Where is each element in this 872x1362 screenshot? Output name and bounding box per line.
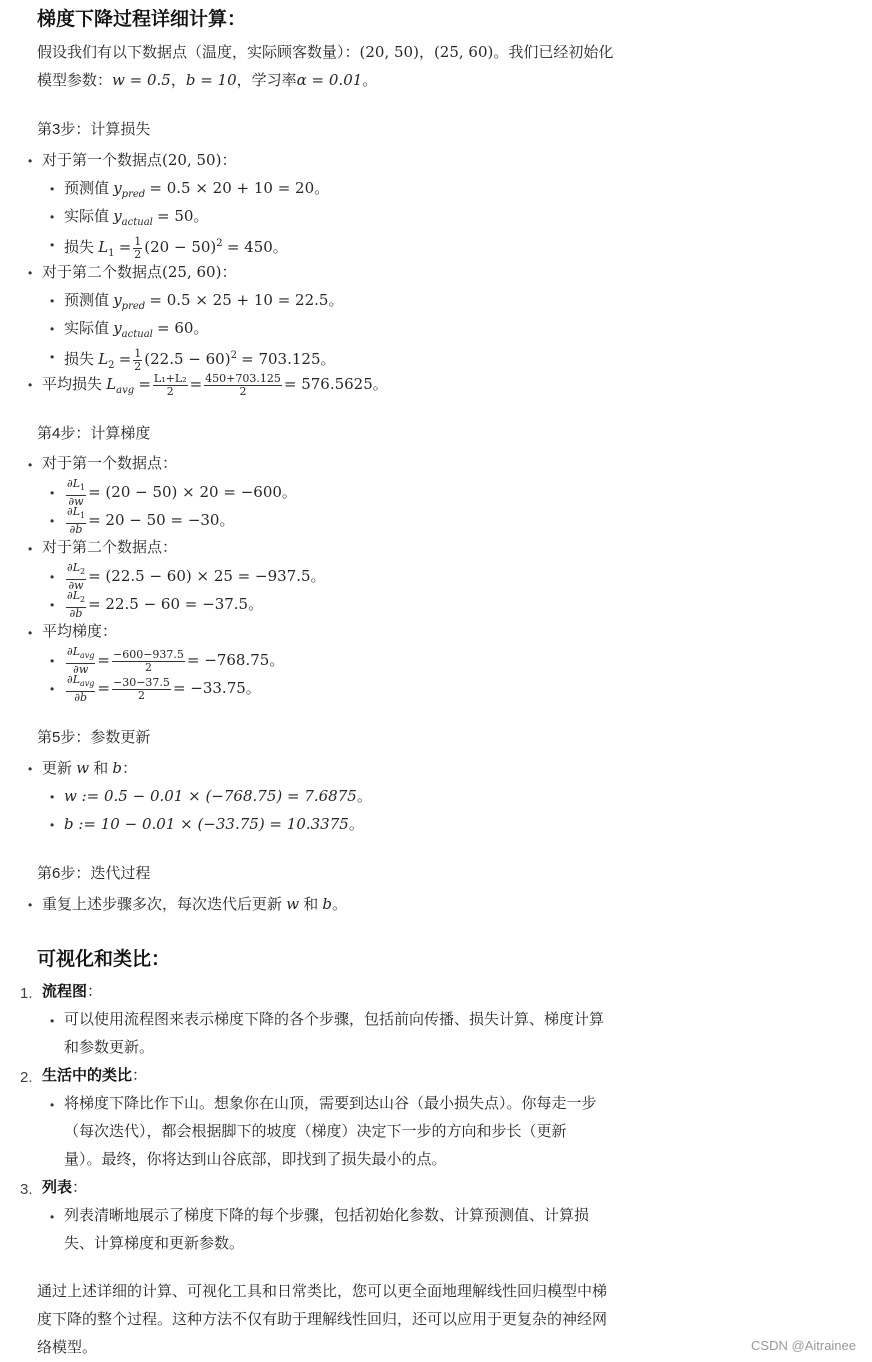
colon: ： xyxy=(72,1179,88,1196)
bullet-icon: • xyxy=(50,1098,55,1112)
period: 。 xyxy=(193,320,209,337)
list-title-analogy: 生活中的类比 xyxy=(42,1067,133,1084)
actual1-eq: = 50 xyxy=(157,207,194,225)
dp2-label: 对于第二个数据点 xyxy=(42,264,163,281)
separator: ， xyxy=(418,44,434,61)
bullet-icon: • xyxy=(50,514,55,528)
data-point-2: (25, 60) xyxy=(433,43,494,61)
y-pred-symbol: $y_{pred}$ xyxy=(113,179,146,200)
period: 。 xyxy=(193,208,209,225)
step4-g2b xyxy=(64,590,263,620)
frac-num: L₁+L₂ xyxy=(153,371,187,385)
conclusion-line: 络模型。 xyxy=(37,1339,98,1356)
step3-dp2 xyxy=(42,258,236,287)
step3-title: 第3步：计算损失 xyxy=(37,121,151,138)
lr-label: ，学习率 xyxy=(236,72,297,89)
update-label: 更新 xyxy=(42,760,73,777)
section-heading-visual: 可视化和类比： xyxy=(37,949,171,970)
period: 。 xyxy=(281,484,297,501)
colon: ： xyxy=(122,760,138,777)
w-init: w = 0.5 xyxy=(112,71,171,89)
frac-num: 1 xyxy=(134,234,142,248)
step3-avg xyxy=(42,370,388,405)
list-line: 列表清晰地展示了梯度下降的每个步骤，包括初始化参数、计算预测值、计算损 xyxy=(64,1207,590,1224)
colon: ： xyxy=(221,264,237,281)
b-init: b = 10 xyxy=(185,71,237,89)
list-item-title xyxy=(42,1174,87,1202)
period: 。 xyxy=(314,180,330,197)
step5-b-update xyxy=(64,810,364,839)
bullet-icon: • xyxy=(28,378,33,392)
loss-label: 损失 xyxy=(64,351,95,368)
square-exp: 2 xyxy=(216,238,223,249)
bullet-icon: • xyxy=(28,542,33,556)
colon: ： xyxy=(221,152,237,169)
list-line: 可以使用流程图来表示梯度下降的各个步骤，包括前向传播、损失计算、梯度计算 xyxy=(64,1011,605,1028)
period: 。 xyxy=(219,512,235,529)
loss1-expr: (20 − 50) xyxy=(144,238,217,256)
bullet-icon: • xyxy=(28,762,33,776)
g1w-eq: = (20 − 50) × 20 = −600 xyxy=(88,483,282,501)
list-item-title xyxy=(42,978,102,1006)
repeat-text: 重复上述步骤多次，每次迭代后更新 xyxy=(42,896,283,913)
equals: = xyxy=(97,679,110,697)
step5-title: 第5步：参数更新 xyxy=(37,729,151,746)
bullet-icon: • xyxy=(50,238,55,252)
equals: = xyxy=(97,651,110,669)
half-fraction xyxy=(133,348,142,373)
section-heading-calc: 梯度下降过程详细计算： xyxy=(37,9,247,30)
actual-label: 实际值 xyxy=(64,208,110,225)
gab-result: = −33.75 xyxy=(172,679,246,697)
conclusion-line: 通过上述详细的计算、可视化工具和日常类比，您可以更全面地理解线性回归模型中梯 xyxy=(37,1283,608,1300)
avg-fraction-2 xyxy=(204,373,282,398)
pred1-eq: = 0.5 × 20 + 10 = 20 xyxy=(149,179,315,197)
period: 。 xyxy=(332,896,348,913)
list-item-title xyxy=(42,1062,147,1090)
step6-text xyxy=(42,890,347,919)
l2-symbol: $L_2$ xyxy=(98,350,115,371)
step4-g2w xyxy=(64,562,326,592)
equals: = xyxy=(118,350,132,368)
avg-loss-result: = 576.5625 xyxy=(283,375,373,393)
actual-label: 实际值 xyxy=(64,320,110,337)
y-actual-symbol: $y_{actual}$ xyxy=(113,319,153,340)
period: 。 xyxy=(372,376,388,393)
partial-lavg-b: $\frac{\partial L_{avg}}{\partial b}$ xyxy=(67,673,95,704)
frac-den: 2 xyxy=(166,384,174,398)
conclusion-line: 度下降的整个过程。这种方法不仅有助于理解线性回归，还可以应用于更复杂的神经网 xyxy=(37,1311,608,1328)
bullet-icon: • xyxy=(50,1210,55,1224)
b-update-eq: b := 10 − 0.01 × (−33.75) = 10.3375 xyxy=(64,815,349,833)
gaw-result: = −768.75 xyxy=(186,651,270,669)
avg-fraction-1 xyxy=(153,373,188,398)
and-word: 和 xyxy=(303,896,319,913)
intro-params-label: 模型参数： xyxy=(37,72,113,89)
bullet-icon: • xyxy=(50,790,55,804)
list-title-flowchart: 流程图 xyxy=(42,983,88,1000)
bullet-icon: • xyxy=(28,626,33,640)
intro-text: 假设我们有以下数据点（温度，实际顾客数量）： xyxy=(37,44,360,61)
bullet-icon: • xyxy=(28,266,33,280)
step4-title: 第4步：计算梯度 xyxy=(37,425,151,442)
list-number: 2. xyxy=(20,1069,33,1086)
bullet-icon: • xyxy=(50,294,55,308)
frac-den: 2 xyxy=(134,247,142,261)
bullet-icon: • xyxy=(50,486,55,500)
equals: = xyxy=(118,238,132,256)
bullet-icon: • xyxy=(50,654,55,668)
y-pred-symbol: $y_{pred}$ xyxy=(113,291,146,312)
w-update-eq: w := 0.5 − 0.01 × (−768.75) = 7.6875 xyxy=(64,787,357,805)
frac-den: 2 xyxy=(144,660,152,674)
period: 。 xyxy=(328,292,344,309)
list-line: （每次迭代），都会根据脚下的坡度（梯度）决定下一步的方向和步长（更新 xyxy=(64,1123,567,1140)
intro-line-1 xyxy=(37,38,613,67)
bullet-icon: • xyxy=(50,818,55,832)
g2b-eq: = 22.5 − 60 = −37.5 xyxy=(88,595,249,613)
step4-gaw xyxy=(64,646,284,676)
gaw-fraction xyxy=(112,649,185,674)
step4-g1b xyxy=(64,506,234,536)
list-line: 量）。最终，你将达到山谷底部，即找到了损失最小的点。 xyxy=(64,1151,447,1168)
b-symbol: b xyxy=(112,759,122,777)
g2w-eq: = (22.5 − 60) × 25 = −937.5 xyxy=(88,567,311,585)
step4-gab xyxy=(64,674,261,704)
period: 。 xyxy=(245,680,261,697)
intro-text-post: 。我们已经初始化 xyxy=(493,44,614,61)
partial-l1-b: $\frac{\partial L_1}{\partial b}$ xyxy=(67,505,86,536)
frac-den: 2 xyxy=(134,359,142,373)
separator: ， xyxy=(170,72,186,89)
partial-lavg-w: $\frac{\partial L_{avg}}{\partial w}$ xyxy=(67,645,95,676)
actual2-eq: = 60 xyxy=(157,319,194,337)
loss-label: 损失 xyxy=(64,239,95,256)
bullet-icon: • xyxy=(28,154,33,168)
list-number: 1. xyxy=(20,985,33,1002)
y-actual-symbol: $y_{actual}$ xyxy=(113,207,153,228)
step5-update xyxy=(42,754,137,783)
period: 。 xyxy=(269,652,285,669)
avg-loss-label: 平均损失 xyxy=(42,376,103,393)
dp2-value: (25, 60) xyxy=(162,263,222,281)
step4-g1w xyxy=(64,478,297,508)
period: 。 xyxy=(356,788,372,805)
step5-w-update xyxy=(64,782,372,811)
l1-symbol: $L_1$ xyxy=(98,238,115,259)
frac-den: 2 xyxy=(137,688,145,702)
gab-fraction xyxy=(112,677,171,702)
partial-l1-w: $\frac{\partial L_1}{\partial w}$ xyxy=(67,477,86,508)
intro-line-2 xyxy=(37,66,377,95)
b-symbol: b xyxy=(322,895,332,913)
frac-den: 2 xyxy=(239,384,247,398)
watermark: CSDN @Aitrainee xyxy=(751,1338,856,1353)
data-point-1: (20, 50) xyxy=(359,43,419,61)
partial-l2-b: $\frac{\partial L_2}{\partial b}$ xyxy=(67,589,86,620)
period: 。 xyxy=(248,596,264,613)
period: 。 xyxy=(362,72,378,89)
w-symbol: w xyxy=(286,895,300,913)
bullet-icon: • xyxy=(50,182,55,196)
bullet-icon: • xyxy=(50,598,55,612)
period: 。 xyxy=(272,239,288,256)
frac-num: 1 xyxy=(134,346,142,360)
period: 。 xyxy=(310,568,326,585)
step4-dp2: 对于第二个数据点： xyxy=(42,539,178,556)
bullet-icon: • xyxy=(50,682,55,696)
bullet-icon: • xyxy=(50,210,55,224)
lr-value: α = 0.01 xyxy=(296,71,363,89)
period: 。 xyxy=(348,816,364,833)
partial-l2-w: $\frac{\partial L_2}{\partial w}$ xyxy=(67,561,86,592)
lavg-symbol: $L_{avg}$ xyxy=(106,375,135,396)
half-fraction xyxy=(133,236,142,261)
equals: = xyxy=(138,375,151,393)
w-symbol: w xyxy=(76,759,90,777)
list-number: 3. xyxy=(20,1181,33,1198)
bullet-icon: • xyxy=(50,1014,55,1028)
loss1-result: = 450 xyxy=(226,238,273,256)
loss2-result: = 703.125 xyxy=(241,350,321,368)
frac-num: −600−937.5 xyxy=(113,647,184,661)
bullet-icon: • xyxy=(50,350,55,364)
pred2-eq: = 0.5 × 25 + 10 = 22.5 xyxy=(149,291,329,309)
list-line: 和参数更新。 xyxy=(64,1039,155,1056)
list-title-list: 列表 xyxy=(42,1179,73,1196)
colon: ： xyxy=(87,983,103,1000)
step4-avg: 平均梯度： xyxy=(42,623,118,640)
bullet-icon: • xyxy=(28,898,33,912)
dp1-value: (20, 50) xyxy=(162,151,222,169)
bullet-icon: • xyxy=(50,322,55,336)
and-word: 和 xyxy=(93,760,109,777)
bullet-icon: • xyxy=(28,458,33,472)
frac-num: 450+703.125 xyxy=(205,371,281,385)
period: 。 xyxy=(320,351,336,368)
loss2-expr: (22.5 − 60) xyxy=(144,350,231,368)
colon: ： xyxy=(132,1067,148,1084)
pred-label: 预测值 xyxy=(64,292,110,309)
frac-num: −30−37.5 xyxy=(113,675,170,689)
square-exp: 2 xyxy=(230,350,237,361)
step6-title: 第6步：迭代过程 xyxy=(37,865,151,882)
list-line: 失、计算梯度和更新参数。 xyxy=(64,1235,245,1252)
g1b-eq: = 20 − 50 = −30 xyxy=(88,511,220,529)
pred-label: 预测值 xyxy=(64,180,110,197)
equals: = xyxy=(189,375,203,393)
step3-dp1 xyxy=(42,146,236,175)
list-line: 将梯度下降比作下山。想象你在山顶，需要到达山谷（最小损失点）。你每走一步 xyxy=(64,1095,597,1112)
step4-dp1: 对于第一个数据点： xyxy=(42,455,178,472)
bullet-icon: • xyxy=(50,570,55,584)
dp1-label: 对于第一个数据点 xyxy=(42,152,163,169)
